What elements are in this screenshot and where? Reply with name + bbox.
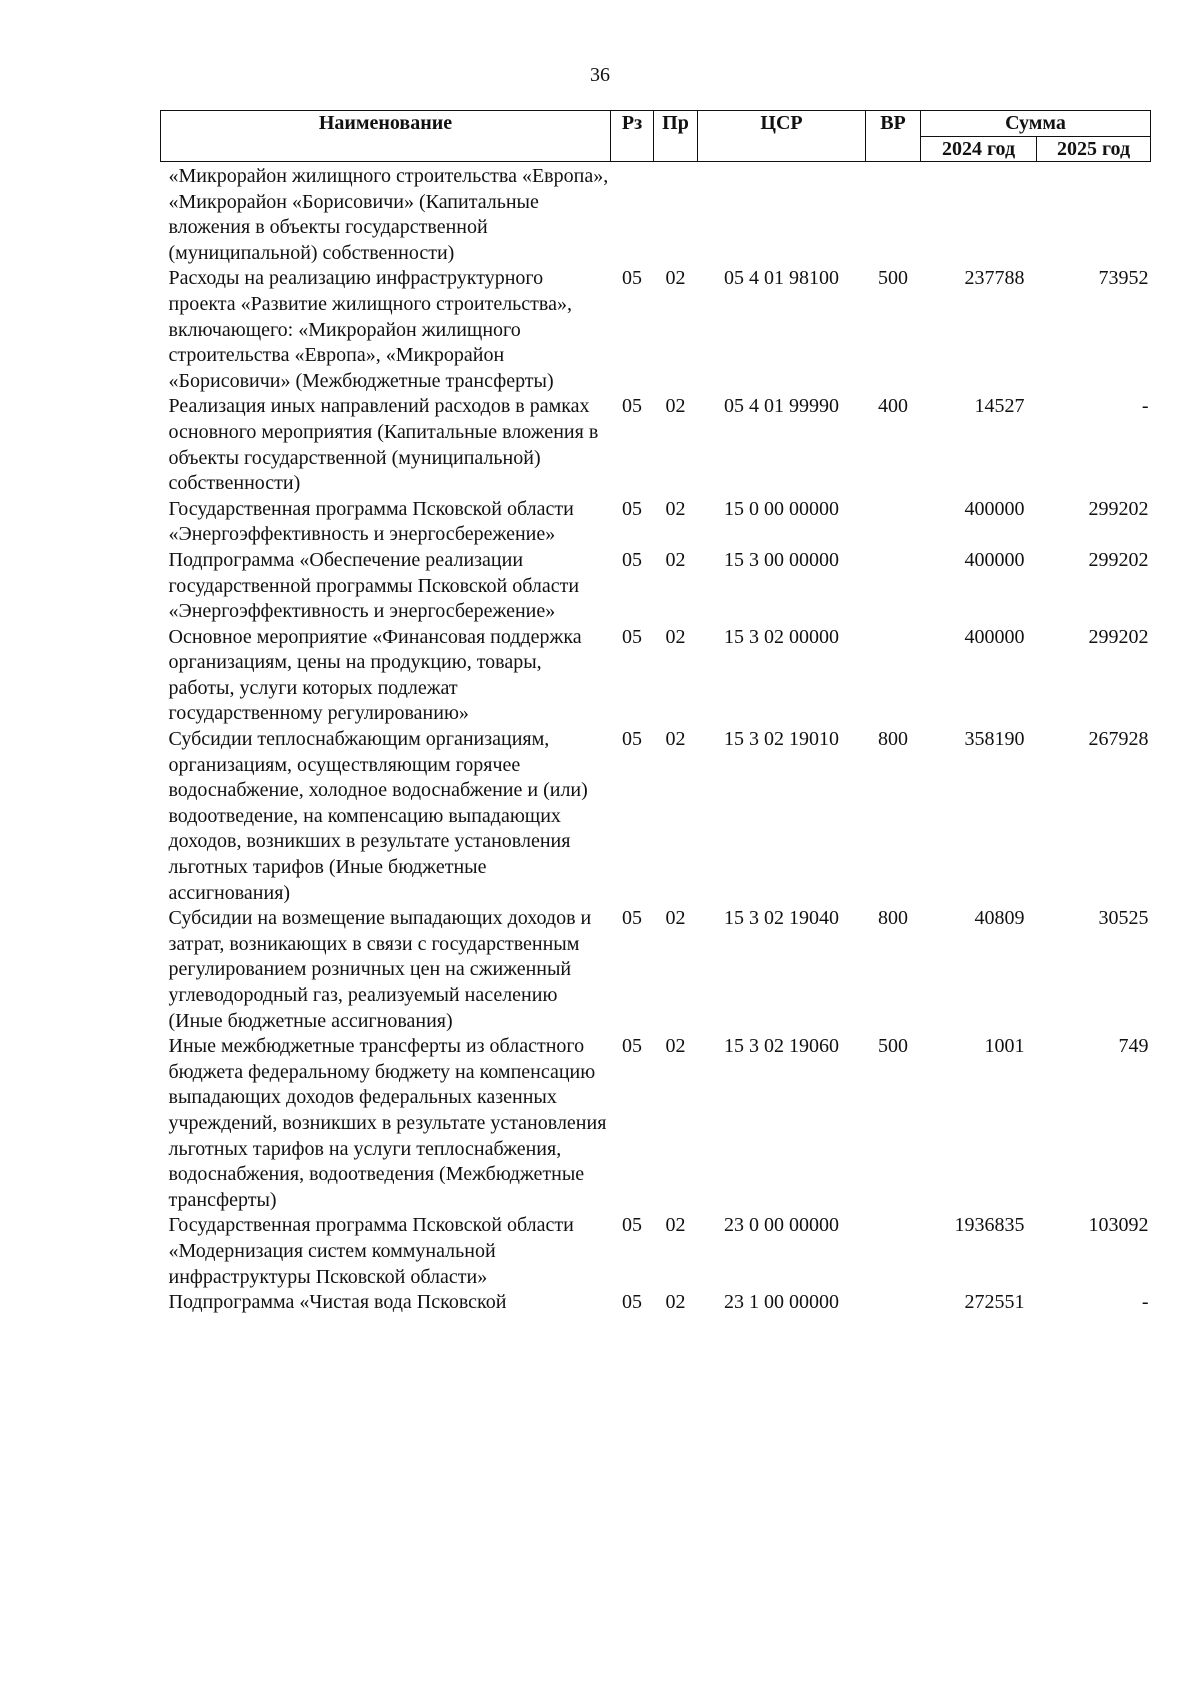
row-rz: 05 xyxy=(622,497,642,520)
table-header xyxy=(161,111,1151,162)
row-pr: 02 xyxy=(665,907,686,930)
row-vr xyxy=(866,1213,921,1290)
row-rz: 05 xyxy=(622,1035,642,1058)
row-csr: 15 3 02 00000 xyxy=(724,625,839,648)
row-csr: 23 0 00 00000 xyxy=(724,1214,839,1237)
row-pr: 02 xyxy=(665,1214,686,1237)
row-vr: 500 xyxy=(878,267,908,290)
row-sum-2025: 749 xyxy=(1118,1035,1149,1058)
row-name: Государственная программа Псковской области «Модернизация систем коммунальной инфраструктуры Псковской области» xyxy=(168,1214,574,1288)
row-rz: 05 xyxy=(622,907,642,930)
header-year-2024: 2024 год xyxy=(921,136,1037,162)
row-name: Основное мероприятие «Финансовая поддержка организациям, цены на продукцию, товары, работы, услуги которых подлежат государственному регулированию» xyxy=(168,625,582,725)
budget-table xyxy=(160,110,1151,1316)
row-sum-2024: 272551 xyxy=(964,1291,1025,1314)
row-vr: 800 xyxy=(878,728,908,751)
header-name: Наименование xyxy=(161,111,611,162)
row-sum-2024: 400000 xyxy=(964,625,1025,648)
page-number: 36 xyxy=(590,64,610,86)
header-vr: ВР xyxy=(866,111,921,162)
row-rz: 05 xyxy=(622,395,642,418)
row-sum-2024: 400000 xyxy=(964,548,1025,571)
row-name: Подпрограмма «Чистая вода Псковской xyxy=(168,1291,507,1314)
row-sum-2025: 73952 xyxy=(1098,267,1149,290)
table-row xyxy=(161,497,1151,548)
table-body xyxy=(161,162,1151,1316)
row-name: «Микрорайон жилищного строительства «Европа», «Микрорайон «Борисовичи» (Капитальные вложения в объекты государственной (муниципальной) собственности) xyxy=(168,165,609,264)
row-pr: 02 xyxy=(665,728,686,751)
row-csr: 05 4 01 98100 xyxy=(724,267,839,290)
row-vr xyxy=(866,625,921,727)
row-sum-2024 xyxy=(921,162,1037,267)
row-pr: 02 xyxy=(665,625,686,648)
row-rz: 05 xyxy=(622,1214,642,1237)
row-csr: 15 3 02 19060 xyxy=(724,1035,839,1058)
row-name: Субсидии теплоснабжающим организациям, организациям, осуществляющим горячее водоснабжение, холодное водоснабжение и (или) водоотведение, на компенсацию выпадающих доходов, возникших в результате установления льготных тарифов (Иные бюджетные ассигнования) xyxy=(168,728,588,904)
row-sum-2024: 1001 xyxy=(984,1035,1025,1058)
row-vr: 400 xyxy=(878,395,908,418)
row-vr: 800 xyxy=(878,907,908,930)
row-vr xyxy=(866,548,921,625)
table-row xyxy=(161,1034,1151,1213)
table-row xyxy=(161,906,1151,1034)
row-vr xyxy=(866,497,921,548)
row-rz: 05 xyxy=(622,267,642,290)
row-pr: 02 xyxy=(665,395,686,418)
row-vr xyxy=(866,1290,921,1316)
row-sum-2024: 358190 xyxy=(964,728,1025,751)
row-pr: 02 xyxy=(665,1291,686,1314)
header-pr: Пр xyxy=(654,111,698,162)
row-name: Реализация иных направлений расходов в рамках основного мероприятия (Капитальные вложения в объекты государственной (муниципальной) собственности) xyxy=(168,395,599,495)
row-sum-2025: 267928 xyxy=(1088,728,1149,751)
row-name: Государственная программа Псковской области «Энергоэффективность и энергосбережение» xyxy=(168,497,574,546)
row-sum-2024: 237788 xyxy=(964,267,1025,290)
header-csr: ЦСР xyxy=(698,111,866,162)
row-sum-2024: 400000 xyxy=(964,497,1025,520)
row-rz: 05 xyxy=(622,548,642,571)
table-row xyxy=(161,1290,1151,1316)
row-csr: 15 3 02 19010 xyxy=(724,728,839,751)
row-pr: 02 xyxy=(665,548,686,571)
row-name: Субсидии на возмещение выпадающих доходов и затрат, возникающих в связи с государственным регулированием розничных цен на сжиженный углеводородный газ, реализуемый населению (Иные бюджетные ассигнования) xyxy=(168,907,592,1032)
row-vr: 500 xyxy=(878,1035,908,1058)
table-row xyxy=(161,727,1151,906)
row-pr: 02 xyxy=(665,1035,686,1058)
row-sum-2024: 1936835 xyxy=(954,1214,1025,1237)
row-pr: 02 xyxy=(665,497,686,520)
table-row xyxy=(161,625,1151,727)
table-row xyxy=(161,162,1151,267)
row-csr: 15 0 00 00000 xyxy=(724,497,839,520)
header-rz: Рз xyxy=(611,111,654,162)
table-row xyxy=(161,266,1151,394)
row-sum-2024: 14527 xyxy=(974,395,1025,418)
row-sum-2025: 299202 xyxy=(1088,497,1149,520)
row-rz: 05 xyxy=(622,1291,642,1314)
row-csr: 15 3 00 00000 xyxy=(724,548,839,571)
row-csr: 23 1 00 00000 xyxy=(724,1291,839,1314)
row-name: Подпрограмма «Обеспечение реализации государственной программы Псковской области «Энергоэффективность и энергосбережение» xyxy=(168,548,580,623)
row-rz: 05 xyxy=(622,728,642,751)
row-rz: 05 xyxy=(622,625,642,648)
row-csr: 05 4 01 99990 xyxy=(724,395,839,418)
row-vr xyxy=(866,162,921,267)
table-row xyxy=(161,394,1151,496)
header-year-2025: 2025 год xyxy=(1037,136,1151,162)
row-rz xyxy=(611,162,654,267)
row-sum-2025: 103092 xyxy=(1088,1214,1149,1237)
row-sum-2024: 40809 xyxy=(974,907,1025,930)
row-sum-2025: 299202 xyxy=(1088,625,1149,648)
row-sum-2025: - xyxy=(1141,1291,1149,1314)
row-name: Иные межбюджетные трансферты из областного бюджета федеральному бюджету на компенсацию выпадающих доходов федеральных казенных учреждений, возникших в результате установления льготных тарифов на услуги теплоснабжения, водоснабжения, водоотведения (Межбюджетные трансферты) xyxy=(168,1035,607,1211)
row-csr xyxy=(698,162,866,267)
row-sum-2025: 299202 xyxy=(1088,548,1149,571)
row-csr: 15 3 02 19040 xyxy=(724,907,839,930)
table-row xyxy=(161,548,1151,625)
row-name: Расходы на реализацию инфраструктурного проекта «Развитие жилищного строительства», включающего: «Микрорайон жилищного строительства «Европа», «Микрорайон «Борисовичи» (Межбюджетные трансферты) xyxy=(168,267,572,392)
row-sum-2025: - xyxy=(1141,395,1149,418)
header-sum: Сумма xyxy=(921,111,1151,137)
row-sum-2025: 30525 xyxy=(1098,907,1149,930)
row-pr: 02 xyxy=(665,267,686,290)
row-pr xyxy=(654,162,698,267)
row-sum-2025 xyxy=(1037,162,1151,267)
table-row xyxy=(161,1213,1151,1290)
